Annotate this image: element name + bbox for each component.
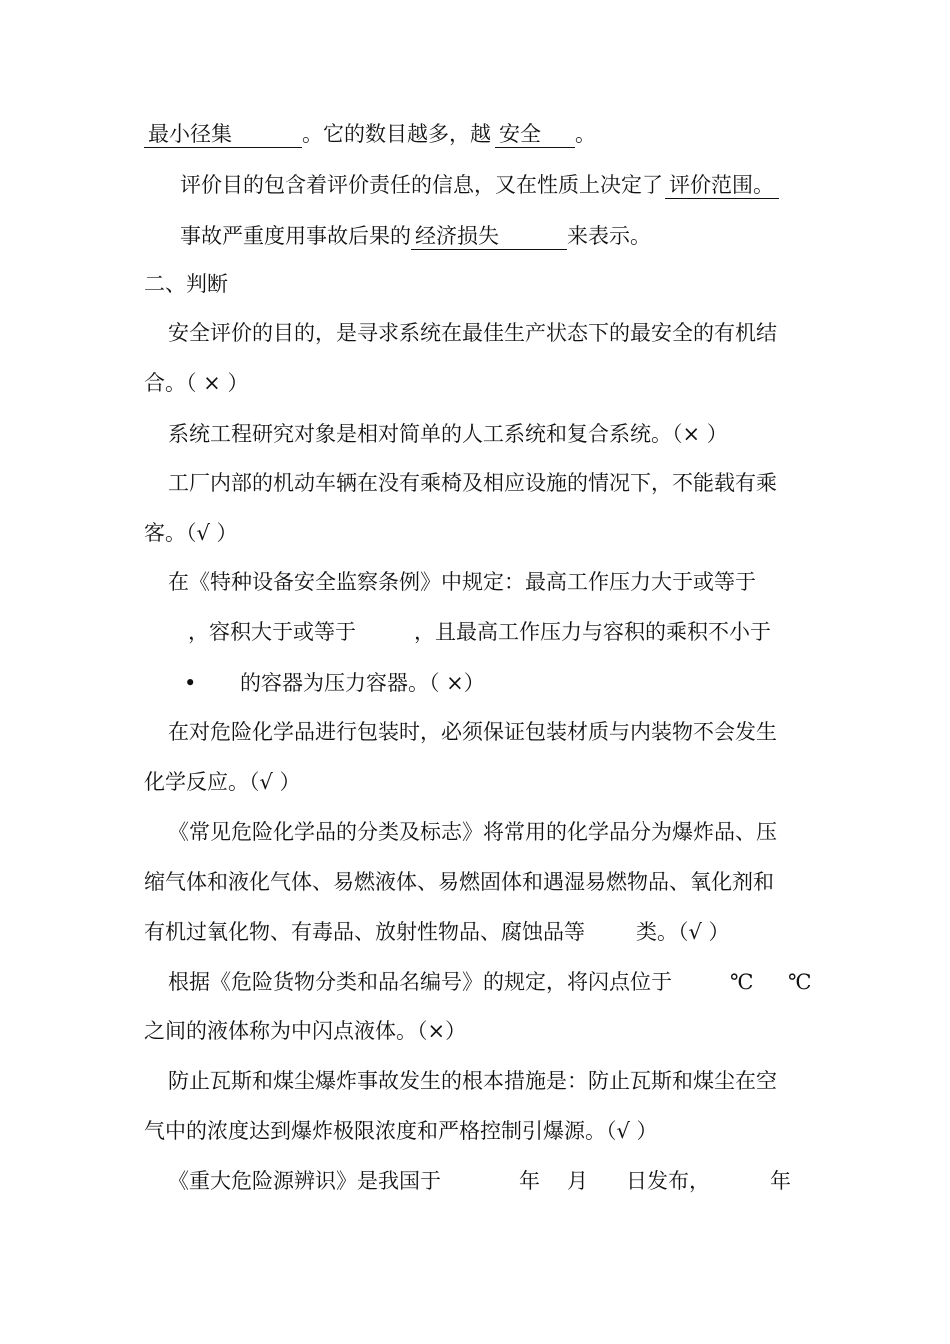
judgment-line: 合。（ × ）: [144, 371, 249, 395]
unit-symbol: ℃: [730, 970, 754, 994]
fill-line-2: [180, 171, 779, 199]
answer-blank: 安全: [495, 121, 575, 148]
question-text: 来表示。: [567, 224, 651, 248]
date-fragment: 月: [567, 1169, 588, 1193]
judgment-line: 在对危险化学品进行包装时，必须保证包装材质与内装物不会发生: [168, 720, 777, 744]
section-heading: 二、判断: [144, 272, 228, 296]
date-fragment: 日发布，: [626, 1169, 710, 1193]
judgment-fragment: 类。（√ ）: [636, 920, 730, 944]
judgment-line: 缩气体和液化气体、易燃液体、易燃固体和遇湿易燃物品、氧化剂和: [144, 870, 774, 894]
date-fragment: 年: [519, 1169, 540, 1193]
judgment-line: 系统工程研究对象是相对简单的人工系统和复合系统。（× ）: [168, 422, 728, 446]
fill-line-1: [144, 120, 596, 148]
judgment-fragment: 根据《危险货物分类和品名编号》的规定，将闪点位于: [168, 970, 672, 994]
judgment-fragment: 《重大危险源辨识》是我国于: [168, 1169, 441, 1193]
judgment-fragment: 的容器为压力容器。（ ×）: [240, 671, 485, 695]
judgment-line: 安全评价的目的，是寻求系统在最佳生产状态下的最安全的有机结: [168, 321, 777, 345]
question-text: 评价目的包含着评价责任的信息，又在性质上决定了: [180, 173, 663, 197]
judgment-line: 在《特种设备安全监察条例》中规定：最高工作压力大于或等于: [168, 570, 756, 594]
judgment-fragment: ，且最高工作压力与容积的乘积不小于: [414, 620, 771, 644]
question-text: 事故严重度用事故后果的: [180, 224, 411, 248]
fill-line-3: [180, 222, 651, 250]
unit-symbol: ℃: [788, 970, 812, 994]
judgment-line: 化学反应。（√ ）: [144, 770, 301, 794]
judgment-line: 工厂内部的机动车辆在没有乘椅及相应设施的情况下，不能载有乘: [168, 471, 777, 495]
answer-blank: 最小径集: [144, 121, 302, 148]
bullet-mark: •: [184, 671, 197, 695]
judgment-line: 气中的浓度达到爆炸极限浓度和严格控制引爆源。（√ ）: [144, 1119, 658, 1143]
judgment-line: 《常见危险化学品的分类及标志》将常用的化学品分为爆炸品、压: [168, 820, 777, 844]
judgment-line: 之间的液体称为中闪点液体。（×）: [144, 1019, 467, 1043]
judgment-fragment: ，容积大于或等于: [188, 620, 356, 644]
question-text: 。它的数目越多，越: [302, 122, 491, 146]
judgment-line: 客。（√ ）: [144, 521, 238, 545]
judgment-line: 防止瓦斯和煤尘爆炸事故发生的根本措施是：防止瓦斯和煤尘在空: [168, 1069, 777, 1093]
question-text: 。: [575, 122, 596, 146]
judgment-fragment: 有机过氧化物、有毒品、放射性物品、腐蚀品等: [144, 920, 585, 944]
answer-blank: 经济损失: [411, 223, 567, 250]
date-fragment: 年: [770, 1169, 791, 1193]
answer-blank: 评价范围。: [665, 172, 779, 199]
